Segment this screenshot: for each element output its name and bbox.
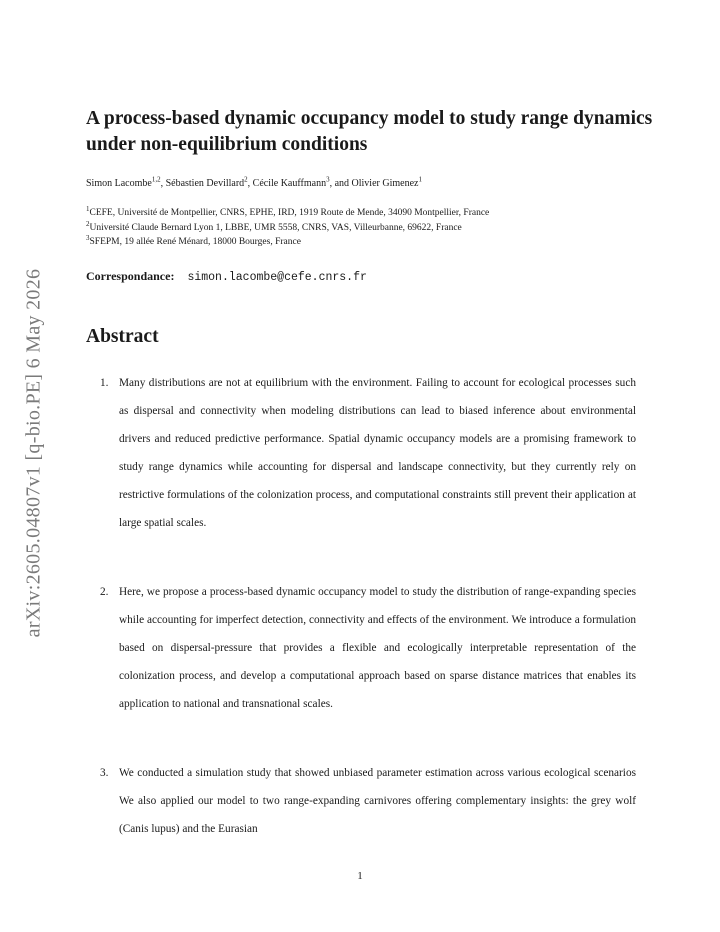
correspondence bbox=[86, 269, 367, 284]
affiliation bbox=[86, 235, 676, 250]
correspondence-label: Correspondance: bbox=[86, 269, 175, 283]
author-name: Cécile Kauffmann bbox=[252, 178, 327, 189]
author-affiliation-mark: 1,2 bbox=[151, 175, 161, 184]
affiliation-list bbox=[86, 206, 676, 250]
author-list bbox=[86, 177, 676, 191]
author-name: Sébastien Devillard bbox=[165, 178, 245, 189]
arxiv-identifier-text: arXiv:2605.04807v1 [q-bio.PE] 6 May 2026 bbox=[22, 268, 45, 638]
affiliation-text: CEFE, Université de Montpellier, CNRS, EPHE, IRD, 1919 Route de Mende, 34090 Montpellier, France bbox=[89, 208, 490, 218]
abstract-item bbox=[100, 759, 636, 843]
abstract-item-text: Here, we propose a process-based dynamic occupancy model to study the distribution of range-expanding species while accounting for imperfect detection, connectivity and effects of the environment. We introduce a formulation based on dispersal-pressure that provides a flexible and ecologically interpretable representation of the colonization process, and develop a computational approach based on sparse distance matrices that enables its application to national and transnational scales. bbox=[119, 586, 636, 711]
author-affiliation-mark: 1 bbox=[418, 175, 422, 184]
author-separator: , bbox=[160, 178, 166, 189]
paper-title: A process-based dynamic occupancy model to study range dynamics under non-equilibrium conditions bbox=[86, 108, 653, 155]
author-separator: , bbox=[247, 178, 253, 189]
abstract-heading: Abstract bbox=[86, 326, 159, 347]
page-number: 1 bbox=[357, 870, 363, 882]
affiliation-mark: 3 bbox=[86, 233, 90, 242]
abstract-item-number: 1. bbox=[100, 377, 109, 389]
author-name: Simon Lacombe bbox=[86, 178, 152, 189]
author-name: Olivier Gimenez bbox=[351, 178, 419, 189]
affiliation bbox=[86, 221, 676, 236]
author-separator: , and bbox=[329, 178, 352, 189]
author-affiliation-mark: 3 bbox=[326, 175, 330, 184]
affiliation-text: Université Claude Bernard Lyon 1, LBBE, UMR 5558, CNRS, VAS, Villeurbanne, 69622, France bbox=[89, 222, 462, 233]
author-affiliation-mark: 2 bbox=[244, 175, 248, 184]
abstract-item bbox=[100, 578, 636, 718]
arxiv-identifier bbox=[20, 250, 48, 656]
correspondence-email[interactable]: simon.lacombe@cefe.cnrs.fr bbox=[187, 271, 367, 284]
affiliation-mark: 1 bbox=[86, 204, 90, 213]
affiliation-text: SFEPM, 19 allée René Ménard, 18000 Bourges, France bbox=[89, 237, 301, 247]
abstract-item-number: 2. bbox=[100, 586, 109, 598]
affiliation-mark: 2 bbox=[86, 219, 90, 228]
abstract-item-text: Many distributions are not at equilibrium with the environment. Failing to account for ecological processes such as dispersal and connectivity when modeling distributions can lead to biased inference about environmental drivers and reduced predictive performance. Spatial dynamic occupancy models are a promising framework to study range dynamics while accounting for dispersal and landscape connectivity, but they currently rely on restrictive formulations of the colonization process, and computational constraints still prevent their application at large spatial scales. bbox=[119, 377, 636, 530]
affiliation bbox=[86, 206, 676, 221]
abstract-item bbox=[100, 369, 636, 538]
abstract-item-number: 3. bbox=[100, 767, 109, 779]
abstract-item-text: We conducted a simulation study that showed unbiased parameter estimation across various ecological scenarios We also applied our model to two range-expanding carnivores offering complementary insights: the grey wolf (Canis lupus) and the Eurasian bbox=[119, 767, 636, 836]
